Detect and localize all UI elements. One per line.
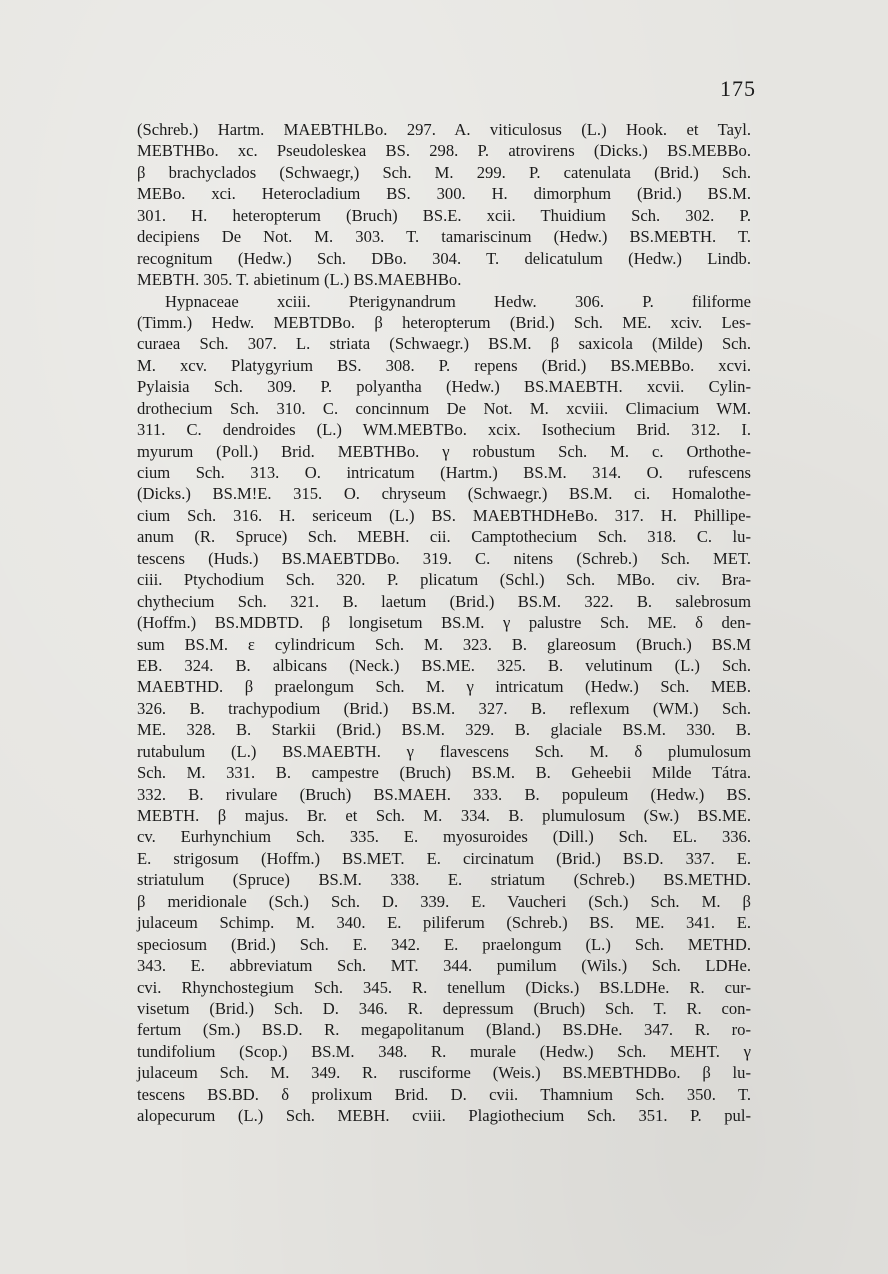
text-line: julaceum Sch. M. 349. R. rusciforme (Weis.) BS.MEBTHDBo. β lu- [137,1063,751,1083]
text-line: curaea Sch. 307. L. striata (Schwaegr.) BS.M. β saxicola (Milde) Sch. [137,334,751,354]
text-line: 332. B. rivulare (Bruch) BS.MAEH. 333. B. populeum (Hedw.) BS. [137,784,751,804]
text-line: (Timm.) Hedw. MEBTDBo. β heteropterum (Brid.) Sch. ME. xciv. Les- [137,312,751,332]
text-line: cv. Eurhynchium Sch. 335. E. myosuroides (Dill.) Sch. EL. 336. [137,827,751,847]
text-line: rutabulum (L.) BS.MAEBTH. γ flavescens Sch. M. δ plumulosum [137,741,751,761]
text-line: 326. B. trachypodium (Brid.) BS.M. 327. B. reflexum (WM.) Sch. [137,698,751,718]
text-line: julaceum Schimp. M. 340. E. piliferum (Schreb.) BS. ME. 341. E. [137,913,751,933]
text-line: tundifolium (Scop.) BS.M. 348. R. murale (Hedw.) Sch. MEHT. γ [137,1041,751,1061]
text-line: (Dicks.) BS.M!E. 315. O. chryseum (Schwaegr.) BS.M. ci. Homalothe- [137,484,751,504]
text-line: cium Sch. 316. H. sericeum (L.) BS. MAEBTHDHeBo. 317. H. Phillipe- [137,505,751,525]
text-line: β meridionale (Sch.) Sch. D. 339. E. Vaucheri (Sch.) Sch. M. β [137,891,751,911]
text-line: ciii. Ptychodium Sch. 320. P. plicatum (Schl.) Sch. MBo. civ. Bra- [137,570,751,590]
text-line: speciosum (Brid.) Sch. E. 342. E. praelongum (L.) Sch. METHD. [137,934,751,954]
text-line: MEBTH. β majus. Br. et Sch. M. 334. B. plumulosum (Sw.) BS.ME. [137,806,751,825]
text-line: recognitum (Hedw.) Sch. DBo. 304. T. delicatulum (Hedw.) Lindb. [137,248,751,268]
text-line: Hypnaceae xciii. Pterigynandrum Hedw. 306. P. filiforme [165,291,751,311]
text-line: EB. 324. B. albicans (Neck.) BS.ME. 325. B. velutinum (L.) Sch. [137,655,751,675]
text-line: drothecium Sch. 310. C. concinnum De Not. M. xcviii. Climacium WM. [137,398,751,418]
page-number: 175 [720,76,756,101]
text-line: (Schreb.) Hartm. MAEBTHLBo. 297. A. viticulosus (L.) Hook. et Tayl. [137,120,751,139]
text-line: sum BS.M. ε cylindricum Sch. M. 323. B. glareosum (Bruch.) BS.M [137,634,751,654]
text-line: (Hoffm.) BS.MDBTD. β longisetum BS.M. γ palustre Sch. ME. δ den- [137,613,751,633]
text-line: 311. C. dendroides (L.) WM.MEBTBo. xcix. Isothecium Brid. 312. I. [137,420,751,440]
body-text [137,119,751,1127]
text-line: ME. 328. B. Starkii (Brid.) BS.M. 329. B. glaciale BS.M. 330. B. [137,720,751,740]
text-line: M. xcv. Platygyrium BS. 308. P. repens (Brid.) BS.MEBBo. xcvi. [137,355,751,375]
text-line: MEBo. xci. Heterocladium BS. 300. H. dimorphum (Brid.) BS.M. [137,184,751,204]
text-line: alopecurum (L.) Sch. MEBH. cviii. Plagiothecium Sch. 351. P. pul- [137,1106,751,1126]
text-line: MEBTH. 305. T. abietinum (L.) BS.MAEBHBo. [137,270,462,290]
text-line: Pylaisia Sch. 309. P. polyantha (Hedw.) BS.MAEBTH. xcvii. Cylin- [137,377,751,397]
text-line: Sch. M. 331. B. campestre (Bruch) BS.M. B. Geheebii Milde Tátra. [137,763,751,783]
text-line: tescens (Huds.) BS.MAEBTDBo. 319. C. nitens (Schreb.) Sch. MET. [137,548,751,568]
text-line: anum (R. Spruce) Sch. MEBH. cii. Camptothecium Sch. 318. C. lu- [137,527,751,547]
text-line: cvi. Rhynchostegium Sch. 345. R. tenellum (Dicks.) BS.LDHe. R. cur- [137,977,751,997]
text-line: 343. E. abbreviatum Sch. MT. 344. pumilum (Wils.) Sch. LDHe. [137,956,751,976]
text-line: chythecium Sch. 321. B. laetum (Brid.) BS.M. 322. B. salebrosum [137,591,751,611]
text-line: fertum (Sm.) BS.D. R. megapolitanum (Bland.) BS.DHe. 347. R. ro- [137,1020,751,1040]
text-line: MAEBTHD. β praelongum Sch. M. γ intricatum (Hedw.) Sch. MEB. [137,677,751,697]
text-line: visetum (Brid.) Sch. D. 346. R. depressum (Bruch) Sch. T. R. con- [137,998,751,1018]
text-line: cium Sch. 313. O. intricatum (Hartm.) BS.M. 314. O. rufescens [137,463,751,482]
text-line: decipiens De Not. M. 303. T. tamariscinum (Hedw.) BS.MEBTH. T. [137,227,751,247]
text-line: striatulum (Spruce) BS.M. 338. E. striatum (Schreb.) BS.METHD. [137,870,751,890]
text-line: 301. H. heteropterum (Bruch) BS.E. xcii. Thuidium Sch. 302. P. [137,205,751,225]
text-line: myurum (Poll.) Brid. MEBTHBo. γ robustum Sch. M. c. Orthothe- [137,441,751,461]
text-line: MEBTHBo. xc. Pseudoleskea BS. 298. P. atrovirens (Dicks.) BS.MEBBo. [137,141,751,161]
text-line: E. strigosum (Hoffm.) BS.MET. E. circinatum (Brid.) BS.D. 337. E. [137,848,751,868]
text-line: β brachyclados (Schwaegr,) Sch. M. 299. P. catenulata (Brid.) Sch. [137,162,751,182]
text-line: tescens BS.BD. δ prolixum Brid. D. cvii. Thamnium Sch. 350. T. [137,1084,751,1104]
